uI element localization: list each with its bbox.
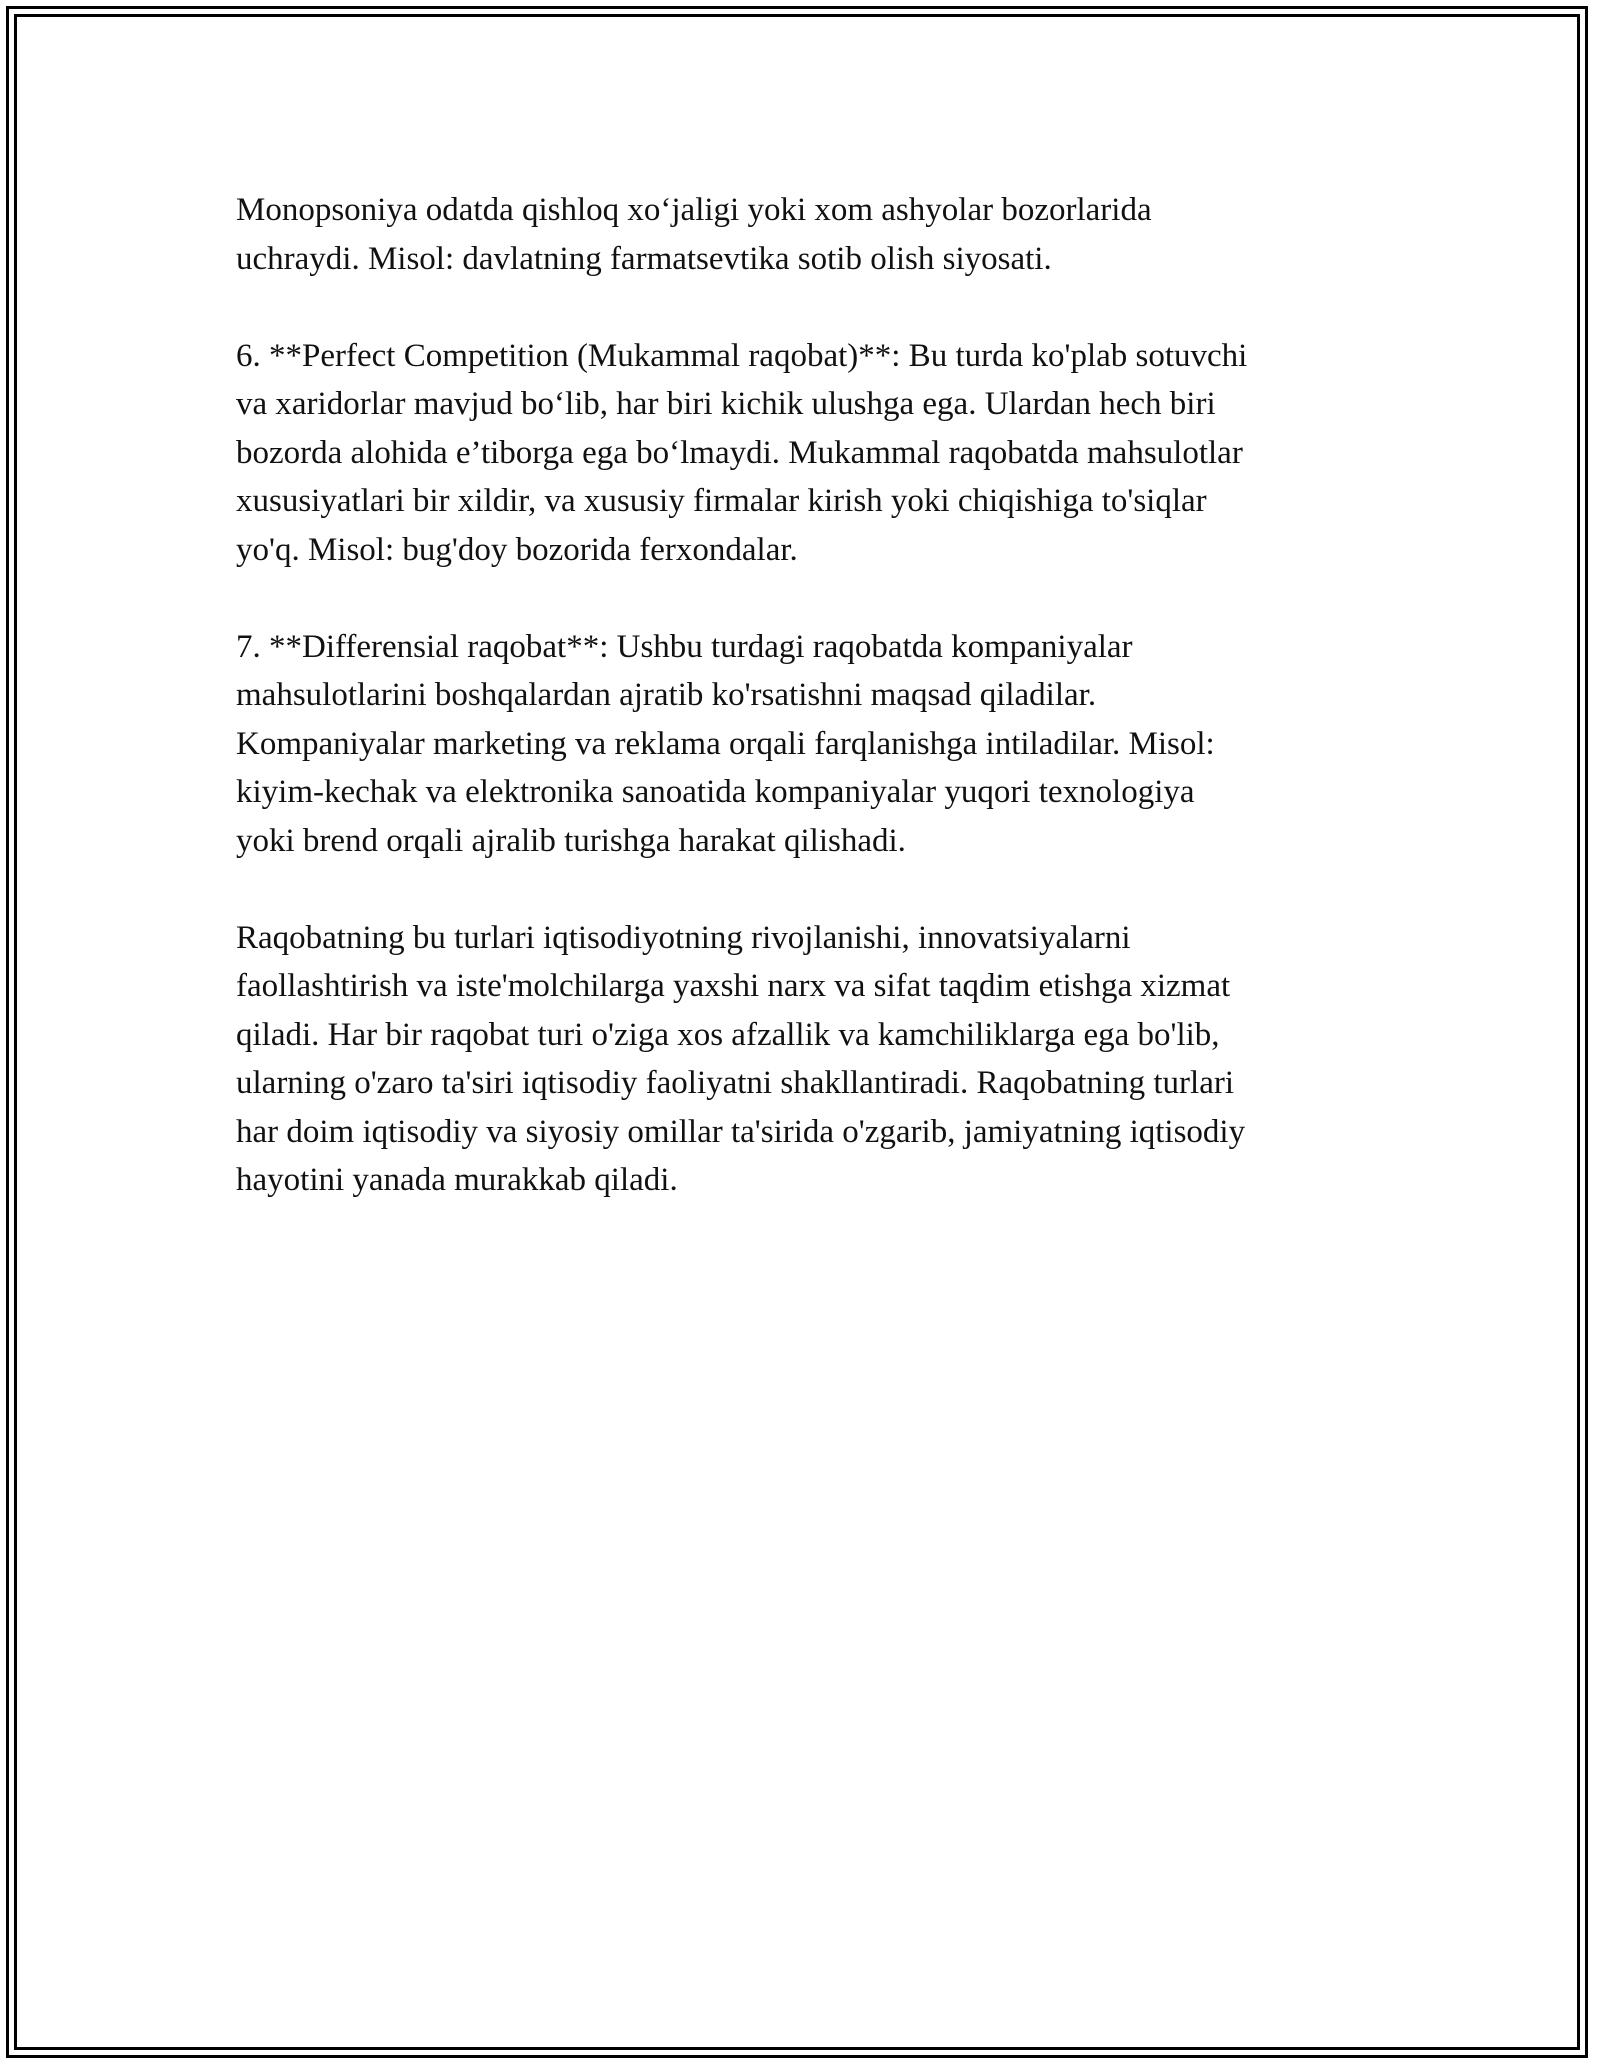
paragraph-differential-competition: 7. **Differensial raqobat**: Ushbu turdagi raqobatda kompaniyalar mahsulotlarini boshqalardan ajratib ko'rsatishni maqsad qiladilar. Kompaniyalar marketing va reklama orqali farqlanishga intiladilar. Misol: kiyim-kechak va elektronika sanoatida kompaniyalar yuqori texnologiya yoki brend orqali ajralib turishga harakat qilishadi.	[236, 628, 1215, 859]
document-body	[236, 186, 1376, 1253]
paragraph-perfect-competition: 6. **Perfect Competition (Mukammal raqobat)**: Bu turda ko'plab sotuvchi va xaridorlar mavjud bo‘lib, har biri kichik ulushga ega. Ulardan hech biri bozorda alohida e’tiborga ega bo‘lmaydi. Mukammal raqobatda mahsulotlar xususiyatlari bir xildir, va xususiy firmalar kirish yoki chiqishiga to'siqlar yo'q. Misol: bug'doy bozorida ferxondalar.	[236, 337, 1248, 568]
paragraph-monopsony-intro: Monopsoniya odatda qishloq xo‘jaligi yoki xom ashyolar bozorlarida uchraydi. Misol: davlatning farmatsevtika sotib olish siyosati.	[236, 192, 1152, 277]
paragraph-conclusion: Raqobatning bu turlari iqtisodiyotning rivojlanishi, innovatsiyalarni faollashtirish va iste'molchilarga yaxshi narx va sifat taqdim etishga xizmat qiladi. Har bir raqobat turi o'ziga xos afzallik va kamchiliklarga ega bo'lib, ularning o'zaro ta'siri iqtisodiy faoliyatni shakllantiradi. Raqobatning turlari har doim iqtisodiy va siyosiy omillar ta'sirida o'zgarib, jamiyatning iqtisodiy hayotini yanada murakkab qiladi.	[236, 919, 1246, 1198]
